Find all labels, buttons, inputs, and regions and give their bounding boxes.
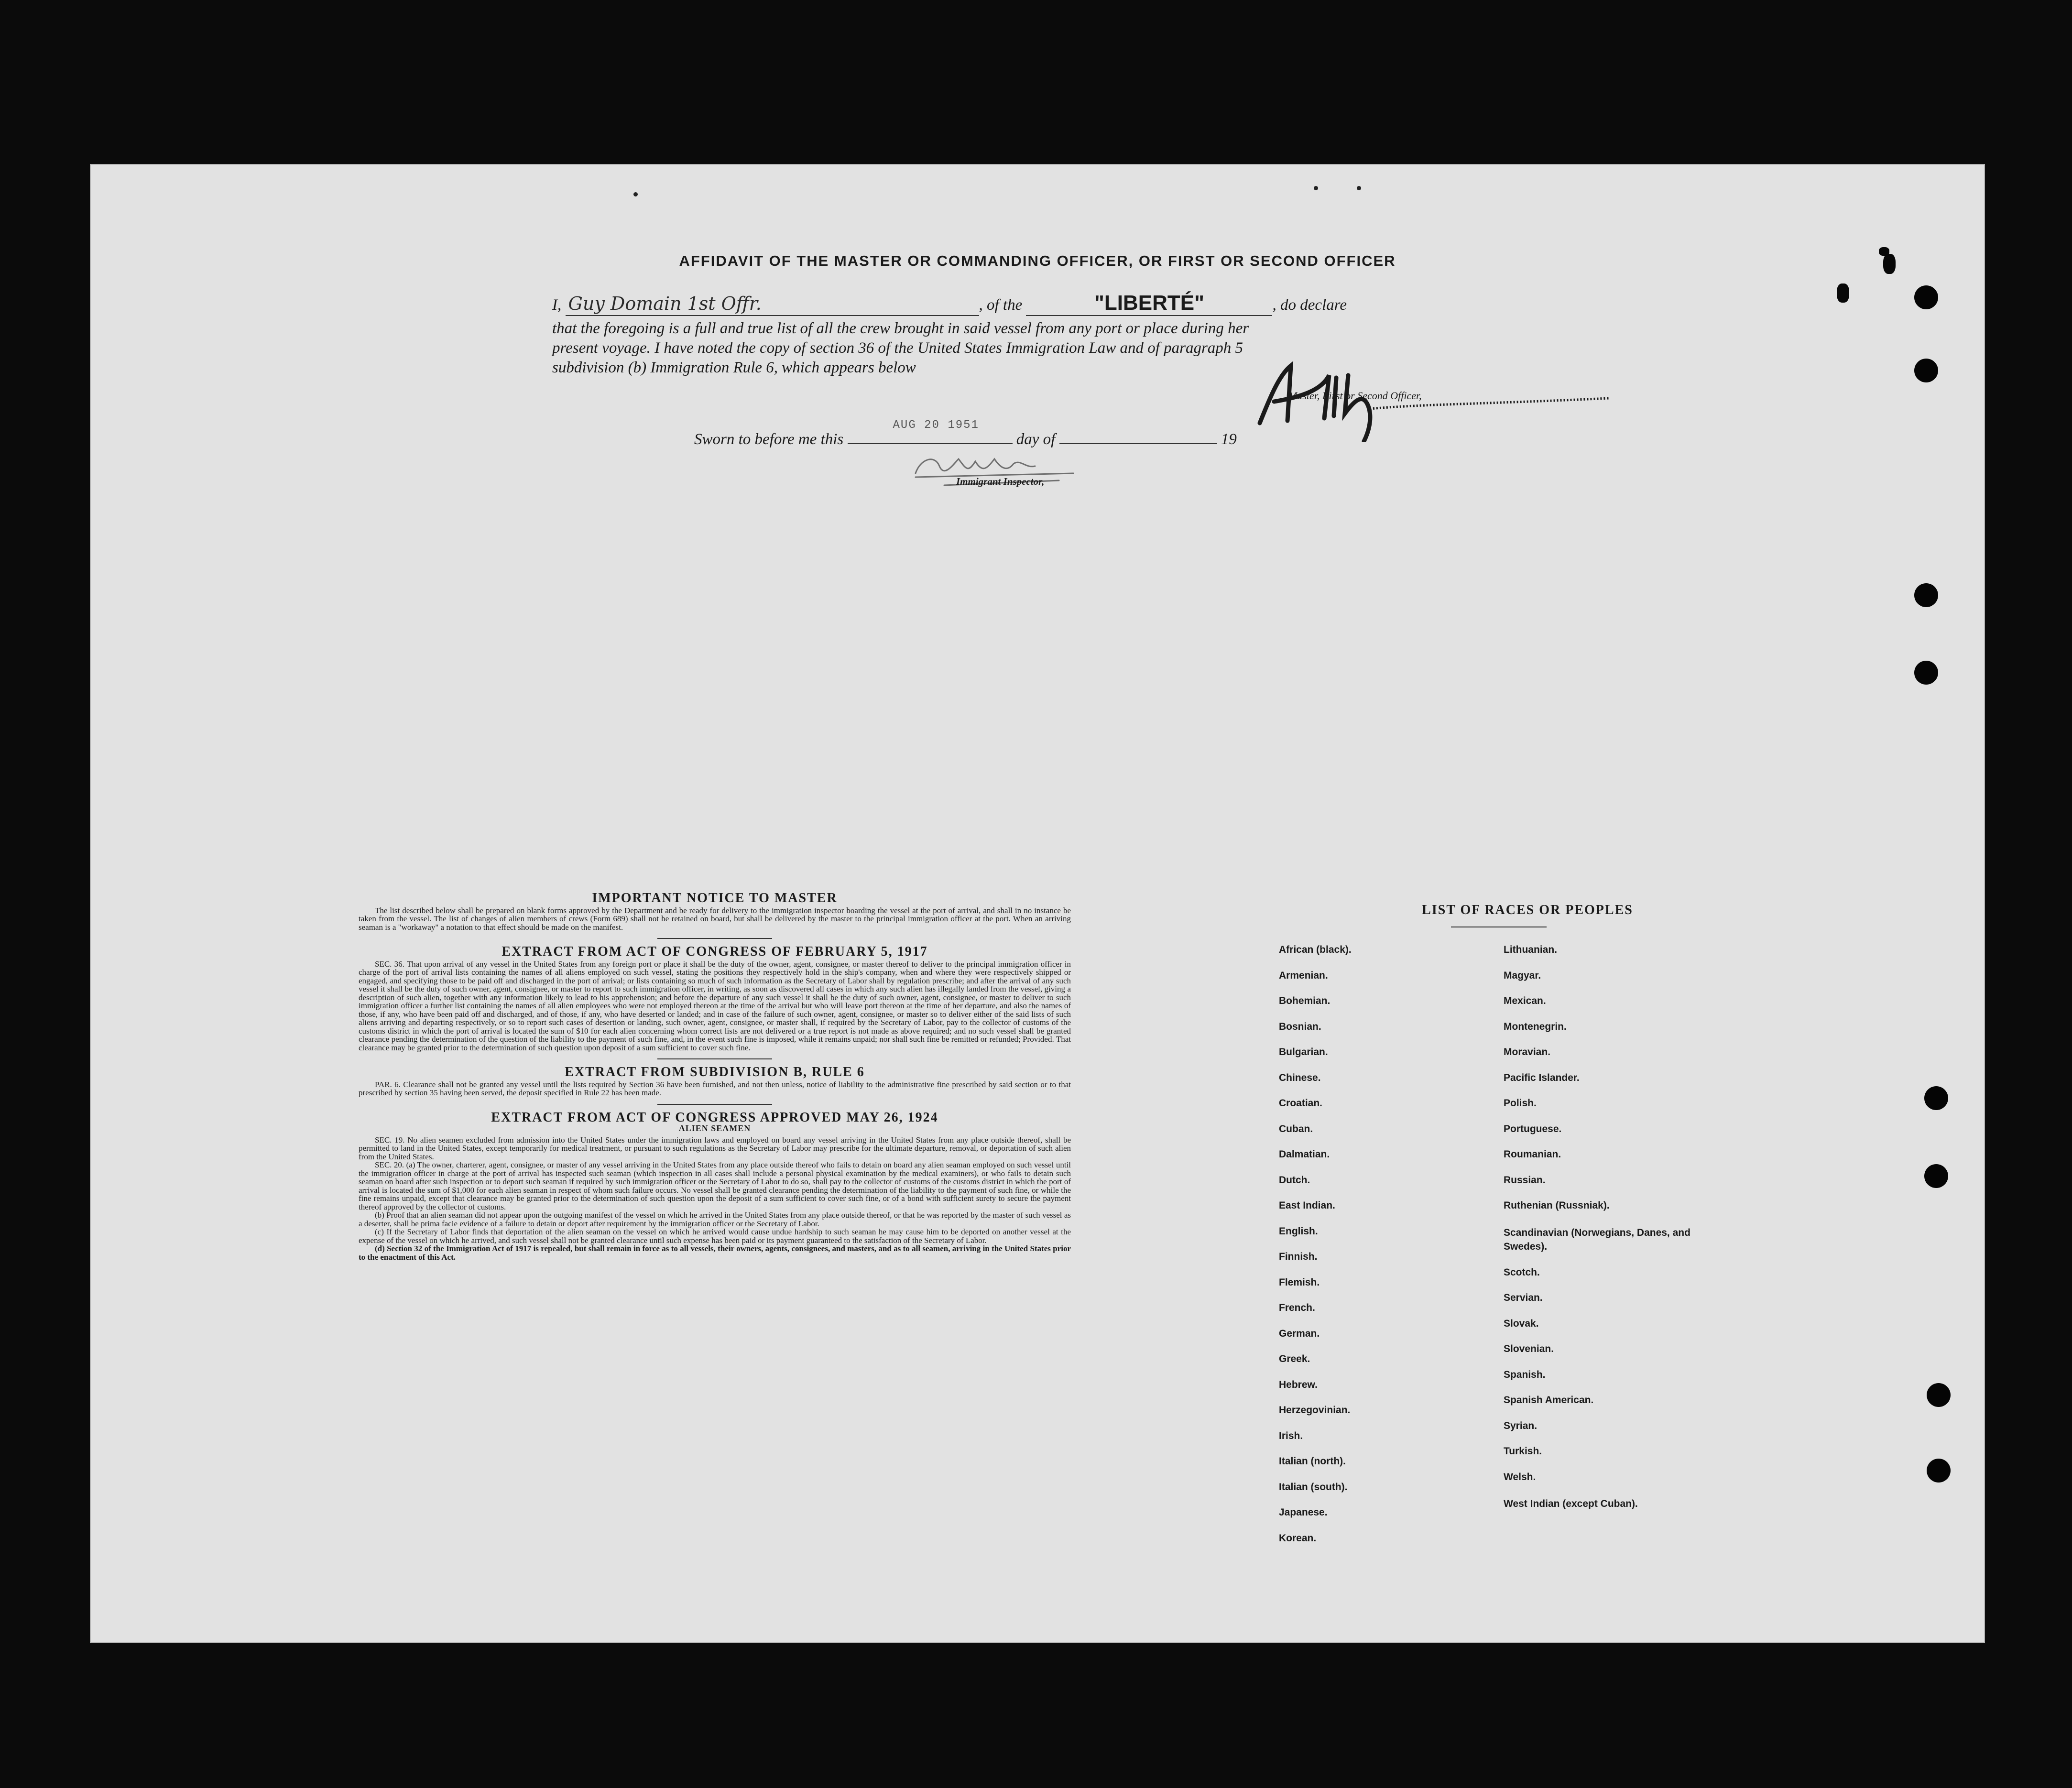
race-item: Welsh. <box>1504 1471 1536 1483</box>
speck <box>1357 186 1361 190</box>
race-item: African (black). <box>1279 944 1352 955</box>
sworn-label: Sworn to before me this <box>694 431 844 448</box>
date-stamp: AUG 20 1951 <box>893 419 979 432</box>
race-item: Polish. <box>1504 1098 1537 1109</box>
race-item: German. <box>1279 1328 1320 1339</box>
races-title: LIST OF RACES OR PEOPLES <box>1422 903 1633 917</box>
notice-title: IMPORTANT NOTICE TO MASTER <box>592 891 838 905</box>
race-item: Russian. <box>1504 1174 1546 1186</box>
binder-hole <box>1914 583 1938 607</box>
race-item: Hebrew. <box>1279 1379 1318 1390</box>
race-item: Scandinavian (Norwegians, Danes, and Swedes). <box>1504 1227 1690 1252</box>
binder-hole <box>1927 1459 1951 1483</box>
manifest-sheet <box>91 165 1984 1642</box>
race-item: French. <box>1279 1302 1315 1313</box>
races-left-column <box>1279 944 1480 1558</box>
notices-column <box>359 891 1071 1262</box>
ship-name: "LIBERTÉ" <box>1094 291 1204 315</box>
race-item: Irish. <box>1279 1430 1303 1441</box>
extract-1924-title: EXTRACT FROM ACT OF CONGRESS APPROVED MAY 26, 1924 <box>491 1110 938 1125</box>
extract-1924-para: (b) Proof that an alien seaman did not appear upon the outgoing manifest of the vessel on which he arrived in the United States from any place outside thereof, or that he was reported by the master of such vessel as a deserter, shall be prima facie evidence of a failure to detain or deport after requirement by the immigration officer or the Secretary of Labor. <box>359 1210 1071 1228</box>
do-declare-label: , do declare <box>1272 296 1347 314</box>
binder-hole <box>1914 359 1938 382</box>
race-item: Bohemian. <box>1279 995 1330 1006</box>
race-item: Pacific Islander. <box>1504 1072 1580 1083</box>
race-item: Servian. <box>1504 1292 1543 1303</box>
binder-hole <box>1914 285 1938 309</box>
race-item: Chinese. <box>1279 1072 1321 1083</box>
declaration-line-4: subdivision (b) Immigration Rule 6, which appears below <box>552 359 916 376</box>
race-item: Korean. <box>1279 1532 1317 1544</box>
race-item: Dutch. <box>1279 1174 1310 1186</box>
extract-1917-body: SEC. 36. That upon arrival of any vessel in the United States from any foreign port or place it shall be the duty of the owner, agent, consignee, or master thereof to deliver to the principal immigration officer in charge of the port of arrival lists containing the names of all aliens employed on such vessel, stating the positions they respectively hold in the ship's company, when and where they were respectively shipped or engaged, and specifying those to be paid off and discharged in the port of arrival; or lists containing so much of such information as the Secretary of Labor shall by regulation prescribe; and after the arrival of any such vessel it shall be the duty of such owner, agent, consignee, or master to report to such immigration officer, in writing, as soon as discovered all cases in which any such alien has illegally landed from the vessel, giving a description of such alien, together with any information likely to lead to his apprehension; and before the departure of any such vessel it shall be the duty of such owner, agent, consignee, or master to deliver to such immigration officer a further list containing the names of all alien employees who were not employed thereon at the time of the arrival but who will leave port thereon at the time of her departure, and also the names of those, if any, who have been paid off and discharged, and of those, if any, who have deserted or landed; and in case of the failure of such owner, agent, consignee, or master so to deliver either of the said lists of such aliens arriving and departing respectively, or so to report such cases of desertion or landing, such owner, agent, consignee, or master shall, if required by the Secretary of Labor, pay to the collector of customs of the customs district in which the port of arrival is located the sum of $10 for each alien concerning whom correct lists are not delivered or a true report is not made as above required; and no such vessel shall be granted clearance pending the determination of the question of the liability to the payment of such fine, and, in the event such fine is imposed, while it remains unpaid; nor shall such fine be remitted or refunded; Provided. That clearance may be granted prior to the determination of such question upon deposit of a sum sufficient to cover such fine. <box>359 959 1071 1052</box>
race-item: Slovak. <box>1504 1318 1539 1329</box>
race-item: Magyar. <box>1504 970 1541 981</box>
race-item: Italian (north). <box>1279 1456 1346 1467</box>
race-item: Montenegrin. <box>1504 1021 1567 1032</box>
race-item: Moravian. <box>1504 1047 1551 1058</box>
race-item: Dalmatian. <box>1279 1149 1330 1160</box>
divider <box>657 1104 772 1105</box>
race-item: West Indian (except Cuban). <box>1504 1498 1638 1509</box>
binder-hole <box>1927 1383 1951 1407</box>
divider <box>657 938 772 939</box>
race-item: Spanish American. <box>1504 1395 1594 1406</box>
race-item: Flemish. <box>1279 1276 1320 1288</box>
extract-rule6-body: PAR. 6. Clearance shall not be granted any vessel until the lists required by Section 36 have been furnished, and not then unless, notice of liability to the administrative fine prescribed by said section or to that prescribed by section 35 having been served, the deposit specified in Rule 22 has been made. <box>359 1079 1071 1097</box>
race-item: Lithuanian. <box>1504 944 1557 955</box>
officer-name-field <box>566 294 979 316</box>
race-item: Roumanian. <box>1504 1149 1561 1160</box>
race-item: East Indian. <box>1279 1200 1335 1211</box>
affidavit-title: AFFIDAVIT OF THE MASTER OR COMMANDING OFFICER, OR FIRST OR SECOND OFFICER <box>679 252 1396 269</box>
race-item: Portuguese. <box>1504 1123 1562 1134</box>
races-right-column <box>1504 944 1695 1526</box>
declaration-line-1 <box>552 293 1453 316</box>
extract-1924-para: (c) If the Secretary of Labor finds that deportation of the alien seaman on the vessel on which he arrived would cause undue hardship to such seaman he may cause him to be deported on another vessel at the expense of the vessel on which he arrived, and such vessel shall not be granted clearance until such expense has been paid or its payment guaranteed to the satisfaction of the Secretary of Labor. <box>359 1227 1071 1245</box>
declaration-line-3: present voyage. I have noted the copy of section 36 of the United States Immigration Law and of paragraph 5 <box>552 339 1243 357</box>
officer-name-handwritten: Guy Domain 1st Offr. <box>568 293 762 314</box>
ship-name-field <box>1026 293 1272 316</box>
race-item: Bulgarian. <box>1279 1047 1328 1058</box>
declaration-line-2: that the foregoing is a full and true list of all the crew brought in said vessel from any port or place during her <box>552 320 1249 337</box>
binder-hole <box>1924 1164 1948 1188</box>
race-item: Slovenian. <box>1504 1343 1554 1354</box>
notice-body: The list described below shall be prepared on blank forms approved by the Department and be ready for delivery to the immigration inspector boarding the vessel at the port of arrival, and shall in no instance be taken from the vessel. The list of changes of alien members of crews (Form 689) shall not be retained on board, but shall be delivered by the master to the principal immigration officer at the port. When an arriving seaman is a "workaway" a notation to that effect should be made on the manifest. <box>359 905 1071 932</box>
race-item: Scotch. <box>1504 1266 1540 1278</box>
speck <box>633 192 638 196</box>
extract-1917-title: EXTRACT FROM ACT OF CONGRESS OF FEBRUARY 5, 1917 <box>502 944 928 959</box>
alien-seamen-subtitle: ALIEN SEAMEN <box>678 1123 751 1133</box>
race-item: Croatian. <box>1279 1098 1323 1109</box>
race-item: Armenian. <box>1279 970 1328 981</box>
race-item: Spanish. <box>1504 1369 1546 1380</box>
race-item: Cuban. <box>1279 1123 1313 1134</box>
race-item: Mexican. <box>1504 995 1546 1006</box>
race-item: Turkish. <box>1504 1446 1542 1457</box>
extract-1924-para: SEC. 19. No alien seamen excluded from admission into the United States under the immigration laws and employed on board any vessel arriving in the United States from any place outside thereof, shall be permitted to land in the United States, except temporarily for medical treatment, or pursuant to such regulations as the Secretary of Labor may prescribe for the ultimate departure, removal, or deportation of such alien from the United States. <box>359 1135 1071 1161</box>
race-item: Finnish. <box>1279 1251 1318 1262</box>
race-item: English. <box>1279 1225 1318 1237</box>
declaration-prefix: I, <box>552 296 562 314</box>
binder-hole <box>1924 1086 1948 1110</box>
binder-hole <box>1914 661 1938 685</box>
race-item: Bosnian. <box>1279 1021 1321 1032</box>
speck <box>1314 186 1318 190</box>
extract-1924-para: (d) Section 32 of the Immigration Act of 1917 is repealed, but shall remain in force as to all vessels, their owners, agents, consignees, and masters, and as to all seamen, arriving in the United States prior to the enactment of this Act. <box>359 1244 1071 1262</box>
of-the-label: , of the <box>979 296 1023 314</box>
extract-rule6-title: EXTRACT FROM SUBDIVISION B, RULE 6 <box>565 1065 865 1079</box>
inspector-label: Immigrant Inspector, <box>956 476 1045 487</box>
race-item: Ruthenian (Russniak). <box>1504 1200 1610 1211</box>
race-item: Herzegovinian. <box>1279 1405 1351 1416</box>
race-item: Italian (south). <box>1279 1481 1348 1493</box>
race-item: Greek. <box>1279 1353 1310 1364</box>
punch-mark <box>1837 283 1849 303</box>
day-of-label: day of <box>1016 431 1056 448</box>
divider <box>657 1058 772 1059</box>
race-item: Syrian. <box>1504 1420 1538 1431</box>
race-item: Japanese. <box>1279 1507 1328 1518</box>
year-prefix: 19 <box>1221 431 1237 448</box>
master-signature-label: Master, First or Second Officer, <box>1288 390 1422 402</box>
extract-1924-para: SEC. 20. (a) The owner, charterer, agent, consignee, or master of any vessel arriving in the United States from any place outside thereof who fails to detain on board any alien seaman employed on such vessel until the immigration officer in charge at the port of arrival has inspected such seaman (which inspection in all cases shall include a personal physical examination by the medical examiners), or who fails to detain such seaman on board after such inspection or to deport such seaman if required by such immigration officer or the Secretary of Labor to do so, shall pay to the collector of customs of the customs district in which the port of arrival is located the sum of $1,000 for each alien seaman in respect of whom such failure occurs. No vessel shall be granted clearance pending the determination of the liability to the payment of such fine, or while the fine remains unpaid, except that clearance may be granted prior to the determination of such question upon the deposit of a sum sufficient to cover such fine, or of a bond with sufficient surety to secure the payment thereof approved by the collector of customs. <box>359 1160 1071 1211</box>
